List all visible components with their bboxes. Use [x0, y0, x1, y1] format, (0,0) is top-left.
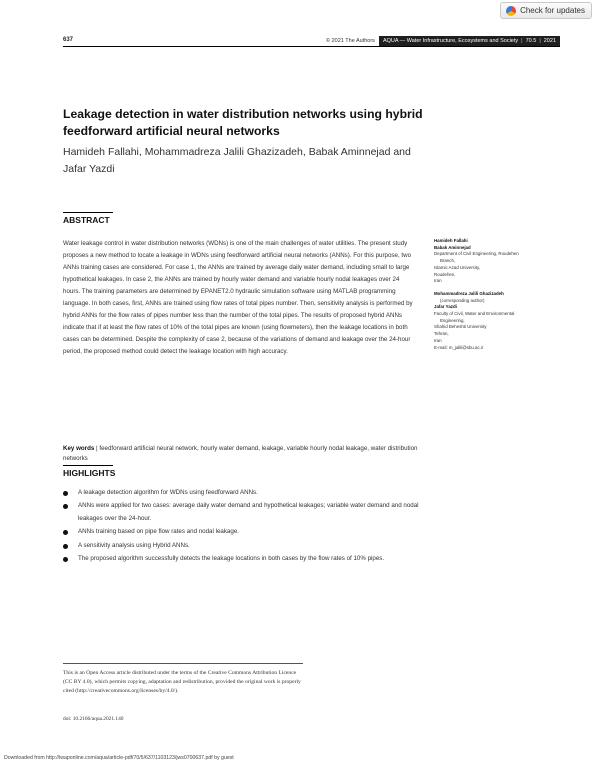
bullet-icon — [63, 544, 68, 549]
corresponding-author-note: (corresponding author) — [440, 297, 485, 303]
license-link[interactable]: (http://creativecommons.org/licenses/by/4.0/). — [75, 688, 179, 694]
affiliation-author-name: Hamideh Fallahi — [434, 238, 468, 243]
affiliation-line: Iran — [434, 278, 442, 284]
highlight-text: A leakage detection algorithm for WDNs using feedforward ANNs. — [78, 489, 258, 496]
affiliation-line: Islamic Azad University, — [434, 264, 481, 270]
download-note: Downloaded from http://iwaponline.com/aqua/article-pdf/70/5/637/1103123/jws0700637.pdf by guest — [4, 755, 234, 761]
affiliation-line: Shahid Beheshti University — [434, 324, 487, 330]
doi[interactable]: doi: 10.2166/aqua.2021.140 — [63, 716, 124, 722]
bullet-icon — [63, 530, 68, 535]
affiliation-line: Iran — [434, 337, 442, 343]
affiliation-line: Branch, — [440, 258, 456, 264]
copyright-notice: © 2021 The Authors — [326, 38, 375, 44]
affiliation-line: Tehran, — [434, 331, 449, 337]
license-note — [63, 663, 303, 696]
highlights-heading: HIGHLIGHTS — [63, 465, 113, 478]
highlight-item — [63, 487, 423, 500]
highlight-item — [63, 540, 423, 553]
keywords-label: Key words — [63, 445, 95, 452]
affiliation-line: Engineering, — [440, 317, 465, 323]
bullet-icon — [63, 504, 68, 509]
affiliation-author-name: Jafar Yazdi — [434, 304, 457, 310]
affiliation-line: Department of Civil Engineering, Roudehen — [434, 251, 519, 257]
bullet-icon — [63, 491, 68, 496]
affiliation-author-name: Babak Aminnejad — [434, 244, 471, 250]
abstract-heading: ABSTRACT — [63, 212, 113, 225]
affiliation-author-name: Mohammadreza Jalili Ghazizadeh — [434, 290, 504, 296]
affiliation-line: Roudehen, — [434, 271, 456, 277]
author-affiliations — [434, 238, 564, 351]
keywords — [63, 444, 423, 464]
author-email: E-mail: m_jalili@sbu.ac.ir — [434, 344, 484, 350]
highlight-text: The proposed algorithm successfully detects the leakage locations in both cases by the flow rates of 10% pipes. — [78, 554, 385, 562]
author-list: Hamideh Fallahi, Mohammadreza Jalili Ghazizadeh, Babak Aminnejad and Jafar Yazdi — [63, 146, 411, 175]
check-for-updates-button[interactable] — [500, 2, 592, 19]
highlight-text: ANNs training based on pipe flow rates and nodal leakage. — [78, 528, 239, 536]
highlight-item — [63, 526, 423, 539]
journal-banner: AQUA — Water Infrastructure, Ecosystems and Society | 70.5 | 2021 — [379, 36, 560, 46]
keywords-text: | feedforward artificial neural network, hourly water demand, leakage, variable hourly nodal leakage, water distribution networks — [63, 445, 418, 462]
running-header — [63, 36, 560, 47]
affiliation-line: Faculty of Civil, Water and Environmental — [434, 311, 515, 317]
journal-year: 2021 — [543, 38, 556, 44]
article-title: Leakage detection in water distribution networks using hybrid feedforward artificial neural networks — [63, 107, 423, 138]
crossmark-icon — [506, 6, 516, 16]
highlight-item — [63, 553, 423, 566]
abstract-text: Water leakage control in water distribution networks (WDNs) is one of the main challenges of water utilities. The present study proposes a new method to locate a leakage in WDNs using feedforward artificial neural networks (ANNs). For this purpose, two ANNs training cases are considered. For case 1, the ANNs are trained by average daily water demand, including small to large hypothetical leakages. In case 2, the ANNs are trained by hourly water demand and variable hourly nodal leakages over 24 hours. The training parameters are determined by EPANET2.0 hydraulic simulation software using MATLAB programming language. In both cases, first, ANNs are trained using flow rates of total pipes number. Then, sensitivity analysis is performed by hybrid ANNs for the flow rates of pipes number less than the number of the total pipes. The results of proposed hybrid ANNs indicate that if at least the flow rates of 10% of the total pipes are known (using flowmeters), then the leakage locations in both cases can be determined. Despite the complexity of case 2, because of the variations of demand and leakage over the 24-hour period, the proposed method could detect the leakage location with high accuracy. — [63, 240, 413, 355]
page-number: 637 — [63, 37, 74, 43]
highlight-text: A sensitivity analysis using Hybrid ANNs. — [78, 541, 190, 549]
license-text: This is an Open Access article distributed under the terms of the Creative Commons Attribution Licence (CC BY 4.0), which permits copying, adaptation and redistribution, provided the original work is properly cited — [63, 670, 301, 694]
highlights-list — [63, 487, 423, 566]
journal-name: AQUA — Water Infrastructure, Ecosystems and Society — [382, 38, 519, 44]
bullet-icon — [63, 557, 68, 562]
highlight-item — [63, 500, 423, 526]
journal-volume: 70.5 — [525, 38, 537, 44]
check-for-updates-label: Check for updates — [520, 6, 585, 15]
highlight-text: ANNs were applied for two cases: average daily water demand and hypothetical leakages; variable water demand and nodal leakages over the 24-hour. — [78, 502, 419, 523]
